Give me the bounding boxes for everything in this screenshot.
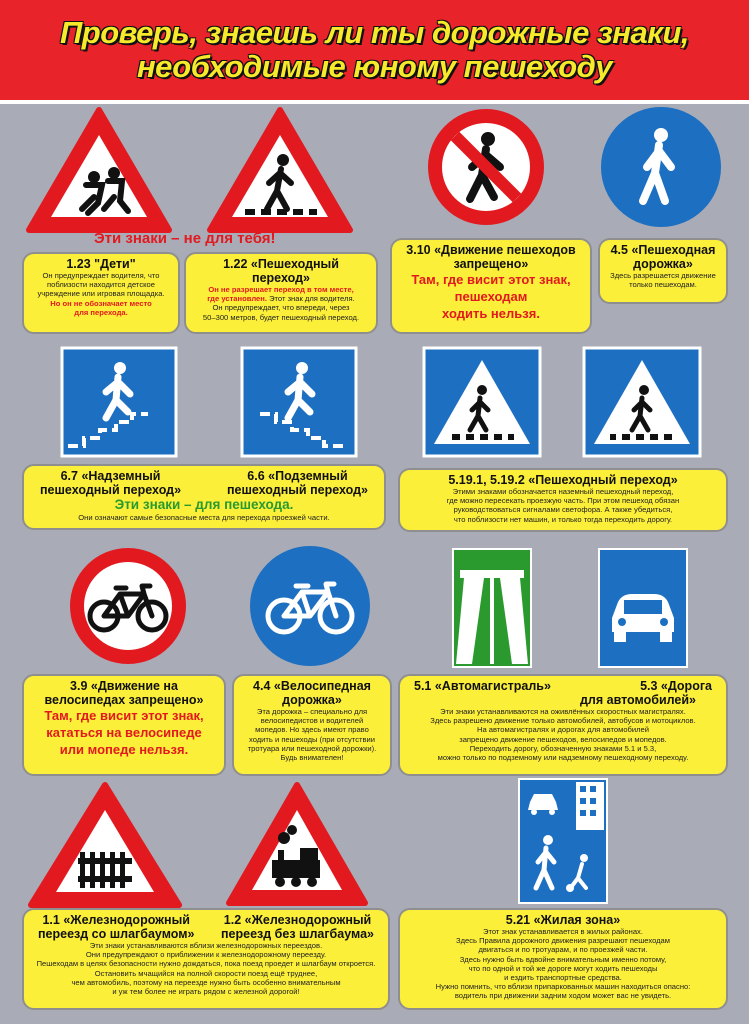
box-title: переход» bbox=[252, 271, 310, 285]
box-title: 6.6 «Подземный bbox=[247, 469, 348, 483]
box-title: дорожка» bbox=[282, 693, 342, 707]
box-title: 5.19.1, 5.19.2 «Пешеходный переход» bbox=[448, 473, 678, 487]
box-text: Переходить дорогу, обозначенную знаками 5.1 и 5.3, bbox=[469, 743, 657, 753]
box-title: пешеходный переход» bbox=[226, 483, 368, 497]
info-box-children bbox=[22, 252, 180, 334]
info-box-crosswalk bbox=[398, 468, 728, 532]
info-box-pedestrian-path bbox=[598, 238, 728, 304]
box-text: Они означают самые безопасные места для перехода проезжей части. bbox=[78, 513, 330, 522]
box-text-red: Но он не обозначает место bbox=[50, 298, 152, 308]
info-box-no-pedestrians bbox=[390, 238, 592, 334]
box-title: велосипедах запрещено» bbox=[44, 693, 204, 707]
box-text: двигаться и по тротуарам, и по проезжей части. bbox=[478, 945, 648, 955]
crosswalk-sign-left-icon bbox=[422, 346, 542, 458]
box-title: переезд без шлагбаума» bbox=[221, 927, 374, 941]
box-text: водитель при движении задним ходом может вас не увидеть. bbox=[454, 991, 672, 1001]
crosswalk-sign-right-icon bbox=[582, 346, 702, 458]
box-text: На автомагистралях и дорогах для автомобилей bbox=[476, 725, 650, 735]
children-warning-sign-icon bbox=[24, 105, 174, 235]
box-text: что поблизости нет машин, и только тогда переходить дорогу. bbox=[453, 514, 673, 524]
box-title: 3.9 «Движение на bbox=[70, 679, 178, 693]
box-title: 1.1 «Железнодорожный bbox=[42, 913, 190, 927]
box-text: Они предупреждают о приближении к железнодорожному переезду. bbox=[85, 950, 327, 960]
box-text: мопедов. Но здесь имеют право bbox=[255, 725, 369, 735]
box-text: Эта дорожка – специально для bbox=[256, 707, 368, 716]
box-text: Он предупреждает водителя, что bbox=[42, 271, 160, 280]
ungated-railway-crossing-sign-icon bbox=[224, 780, 370, 908]
underpass-crossing-sign-icon bbox=[240, 346, 358, 458]
box-text-red: кататься на велосипеде bbox=[46, 725, 202, 740]
info-box-crossing bbox=[184, 252, 378, 334]
motorway-sign-icon bbox=[452, 548, 532, 668]
box-title: 1.22 «Пешеходный bbox=[223, 257, 339, 271]
title-line-1: Проверь, знаешь ли ты дорожные знаки, bbox=[59, 15, 689, 50]
info-box-no-bicycles bbox=[22, 674, 226, 776]
title-banner bbox=[0, 0, 749, 104]
box-text-red: где установлен. bbox=[207, 294, 267, 304]
box-title: 5.1 «Автомагистраль» bbox=[414, 679, 551, 693]
living-zone-sign-icon bbox=[518, 778, 608, 904]
bicycle-path-sign-icon bbox=[248, 544, 372, 668]
no-pedestrians-sign-icon bbox=[424, 105, 548, 229]
box-text: и уж тем более не играть рядом с железной дорогой! bbox=[112, 987, 300, 997]
box-title: 5.21 «Жилая зона» bbox=[505, 913, 621, 927]
box-text: учреждение или игровая площадка. bbox=[37, 289, 165, 299]
box-text-red: Там, где висит этот знак, bbox=[411, 272, 571, 287]
box-text: Пешеходам в целях безопасности нужно дождаться, пока поезд проедет и шлагбаум откроется. bbox=[36, 959, 376, 969]
box-text: Остановить мчащийся на полной скорости поезд ещё труднее, bbox=[94, 968, 318, 978]
box-text: Здесь разрешено движение только автомобилей, автобусов и мотоциклов. bbox=[430, 716, 696, 726]
pedestrian-path-sign-icon bbox=[599, 105, 723, 229]
box-text: где можно пересекать проезжую часть. При этом пешеход обязан bbox=[446, 496, 680, 506]
warning-text: Эти знаки – не для тебя! bbox=[94, 230, 276, 247]
box-text: Этими знаками обозначается наземный пешеходный переход, bbox=[452, 487, 674, 496]
box-title: 4.4 «Велосипедная bbox=[253, 679, 371, 693]
box-text: ходить и пешеходы (при отсутствии bbox=[248, 734, 376, 744]
box-text: Здесь нужно быть вдвойне внимательным именно потому, bbox=[459, 954, 667, 964]
box-text: Эти знаки устанавливаются на оживлённых скоростных магистралях. bbox=[440, 707, 686, 716]
box-text: Он предупреждает, что впереди, через bbox=[212, 303, 350, 313]
box-title: переезд со шлагбаумом» bbox=[38, 927, 195, 941]
box-text: чем автомобиль, поэтому на переезде нужно быть особенно внимательным bbox=[71, 977, 341, 987]
box-text-red: Там, где висит этот знак, bbox=[44, 708, 204, 723]
box-text-red: Он не разрешает переход в том месте, bbox=[208, 285, 354, 294]
box-title: 3.10 «Движение пешеходов bbox=[406, 243, 576, 257]
box-title: 5.3 «Дорога bbox=[640, 679, 712, 693]
box-text: руководствоваться сигналами светофора. А также убедиться, bbox=[453, 505, 673, 515]
box-text: 50–300 метров, будет пешеходный переход. bbox=[202, 312, 360, 322]
info-box-motorway bbox=[398, 674, 728, 776]
info-box-living-zone bbox=[398, 908, 728, 1010]
box-text-red: пешеходам bbox=[454, 289, 528, 304]
box-text: Эти знаки устанавливаются вблизи железнодорожных переездов. bbox=[89, 941, 323, 950]
box-text-red: или мопеде нельзя. bbox=[59, 742, 189, 757]
box-title: пешеходный переход» bbox=[40, 483, 182, 497]
box-title: 6.7 «Надземный bbox=[60, 469, 161, 483]
box-text-red: ходить нельзя. bbox=[442, 306, 540, 321]
box-text: только пешеходам. bbox=[629, 280, 697, 290]
info-box-bicycle-path bbox=[232, 674, 392, 776]
box-text: можно только по подземному или надземному пешеходному переходу. bbox=[437, 753, 689, 763]
overpass-crossing-sign-icon bbox=[60, 346, 178, 458]
info-box-passes bbox=[22, 464, 386, 530]
box-text: что по одной и той же дороге могут ходить пешеходы bbox=[468, 963, 658, 973]
box-text: Этот знак устанавливается в жилых районах. bbox=[483, 927, 643, 936]
box-text: Будь внимателен! bbox=[280, 753, 344, 763]
box-text: Нужно помнить, что вблизи припаркованных машин находиться опасно: bbox=[435, 982, 691, 992]
box-text: и ездить транспортные средства. bbox=[504, 973, 622, 983]
box-text: запрещено движение пешеходов, велосипедов и мопедов. bbox=[459, 734, 667, 744]
box-text: велосипедистов и водителей bbox=[260, 716, 364, 726]
box-text: Здесь разрешается движение bbox=[610, 271, 716, 280]
box-text-red: для перехода. bbox=[74, 307, 128, 317]
box-title: дорожка» bbox=[633, 257, 693, 271]
box-text-green: Эти знаки – для пешехода. bbox=[114, 497, 294, 512]
title-line-2: необходимые юному пешеходу bbox=[136, 49, 613, 84]
gated-railway-crossing-sign-icon bbox=[26, 780, 184, 910]
box-title: 1.2 «Железнодорожный bbox=[223, 913, 372, 927]
box-text: тротуара или пешеходной дорожки). bbox=[247, 743, 377, 753]
box-title: запрещено» bbox=[453, 257, 529, 271]
no-bicycles-sign-icon bbox=[66, 544, 190, 668]
car-road-sign-icon bbox=[598, 548, 688, 668]
box-title: 4.5 «Пешеходная bbox=[610, 243, 716, 257]
box-text: Этот знак для водителя. bbox=[266, 294, 355, 304]
pedestrian-crossing-warning-sign-icon bbox=[205, 105, 355, 235]
box-text: поблизости находится детское bbox=[47, 280, 155, 290]
box-text: Здесь Правила дорожного движения разрешают пешеходам bbox=[455, 936, 670, 946]
info-box-railway bbox=[22, 908, 390, 1010]
box-title: для автомобилей» bbox=[579, 693, 696, 707]
box-title: 1.23 "Дети" bbox=[66, 257, 136, 271]
